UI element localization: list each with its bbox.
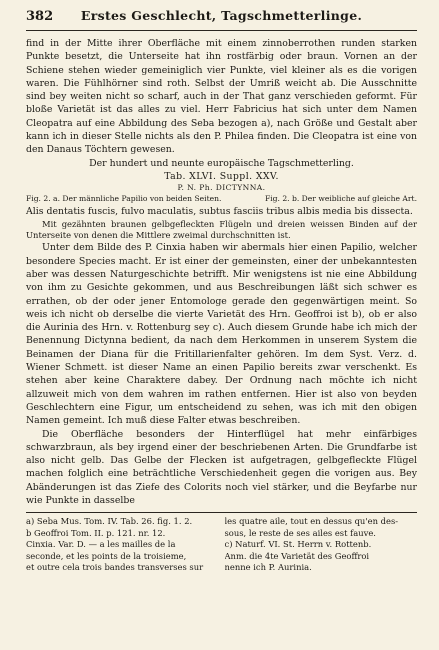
species-name: P. N. Ph. DICTYNNA. <box>177 183 266 193</box>
footnote-line: sous, le reste de ses ailes est fauve. <box>224 527 376 538</box>
footnote-line: c) Naturf. VI. St. Herrn v. Rottenb. <box>224 539 372 550</box>
figure-caption-female: Fig. 2. b. Der weibliche auf gleiche Art. <box>264 194 417 204</box>
footnote-line: seconde, et les points de la troisieme, <box>26 550 187 561</box>
figure-captions <box>26 193 417 204</box>
footnote-line: Anm. die 4te Varietät des Geoffroi <box>224 550 370 561</box>
german-diagnosis: Mit gezähnten braunen gelbgefleckten Flügeln und dreien weissen Binden auf der Unterseite von denen die Mittlere zweimal durchschnitten ist. <box>26 218 417 240</box>
paragraph-2: Unter dem Bilde des P. Cinxia haben wir abermals hier einen Papilio, welcher besondere Species macht. Er ist einer der gemeinsten, einer der unbekanntesten aber was dessen Naturgeschichte betrifft. Mir wenigstens ist nie eine Abbildung von ihm zu Gesichte gekommen, und aus Beschreibungen läßt sich schwer es errathen, ob der oder jener Entomologe gerade den gegenwärtigen meint. So weis ich nicht ob derselbe die vierte Varietät des Hrn. Geoffroi ist b), ob er also die Aurinia des Hrn. v. Rottenburg sey c). Auch diesem Grunde habe ich mich der Benennung Dictynna bedient, da nach dem Herkommen in unserem System die Beinamen der Diana für die Fritillarienfalter gehören. Im dem Syst. Verz. d. Wiener Schmett. ist dieser Name an einen Papilio bereits zwar verschenkt. Es stehen aber keine Charaktere dabey. Der Ordnung nach möchte ich nicht allzuweit mich von dem wahren im rathen entfernen. Hier ist also von beyden Geschlechtern eine Figur, um entscheidend zu sehen, was ich mit den obigen Namen gemeint. Ich muß diese Falter etwas beschreiben. <box>26 242 417 427</box>
page-number: 382 <box>26 9 54 24</box>
footnotes-left <box>26 516 219 573</box>
footnote-line: a) Seba Mus. Tom. IV. Tab. 26. fig. 1. 2. <box>26 516 193 527</box>
footnotes <box>26 512 417 573</box>
footnotes-right <box>225 516 418 573</box>
latin-diagnosis: Alis dentatis fuscis, fulvo maculatis, subtus fasciis tribus albis media bis dissecta. <box>26 206 413 218</box>
footnote-line: nenne ich P. Aurinia. <box>224 561 312 572</box>
footnote-line: les quatre aile, tout en dessus qu'en des- <box>224 516 399 527</box>
footnote-line: Cinxia. Var. D. — a les mailles de la <box>26 539 176 550</box>
page-header <box>26 8 417 31</box>
footnote-line: b Geoffroi Tom. II. p. 121. nr. 12. <box>26 527 166 538</box>
running-head: Erstes Geschlecht, Tagschmetterlinge. <box>80 8 363 23</box>
paragraph-1: find in der Mitte ihrer Oberfläche mit einem zinnoberrothen runden starken Punkte besetzt, die Unterseite hat ihn rostfärbig oder braun. Vornen an der Schiene stehen wieder gemeiniglich vier Punkte, viel kleiner als es die vorigen waren. Die Fühlhörner sind roth. Selbst der Umriß weicht ab. Die Ausschnitte sind bey weiten nicht so scharf, auch in der That ganz verschieden geformt. Für bloße Varietät ist das alles zu viel. Herr Fabricius hat sich unter dem Namen Cleopatra auf eine Abbildung des Seba bezogen a), nach Größe und Gestalt aber kann ich in dieser Stelle nichts als den P. Philea finden. Die Cleopatra ist eine von den Danaus Töchtern gewesen. <box>26 38 417 156</box>
footnote-line: et outre cela trois bandes transverses sur <box>26 561 204 572</box>
figure-caption-male: Fig. 2. a. Der männliche Papilio von beiden Seiten. <box>26 194 222 204</box>
plate-reference: Tab. XLVI. Suppl. XXV. <box>164 170 279 182</box>
paragraph-3: Die Oberfläche besonders der Hinterflügel hat mehr einfärbiges schwarzbraun, als bey irgend einer der beschriebenen Arten. Die Grundfarbe ist also nicht gelb. Das Gelbe der Flecken ist aufgetragen, gelbgefleckte Flügel machen folglich eine beträchtliche Verschiedenheit gegen die vorigen aus. Bey Abänderungen ist das Ziefe des Colorits noch viel stärker, und die Beyfarbe nur wie Punkte in dasselbe <box>26 428 417 507</box>
body-text <box>26 37 417 507</box>
species-title: Der hundert und neunte europäische Tagschmetterling. <box>89 157 354 169</box>
